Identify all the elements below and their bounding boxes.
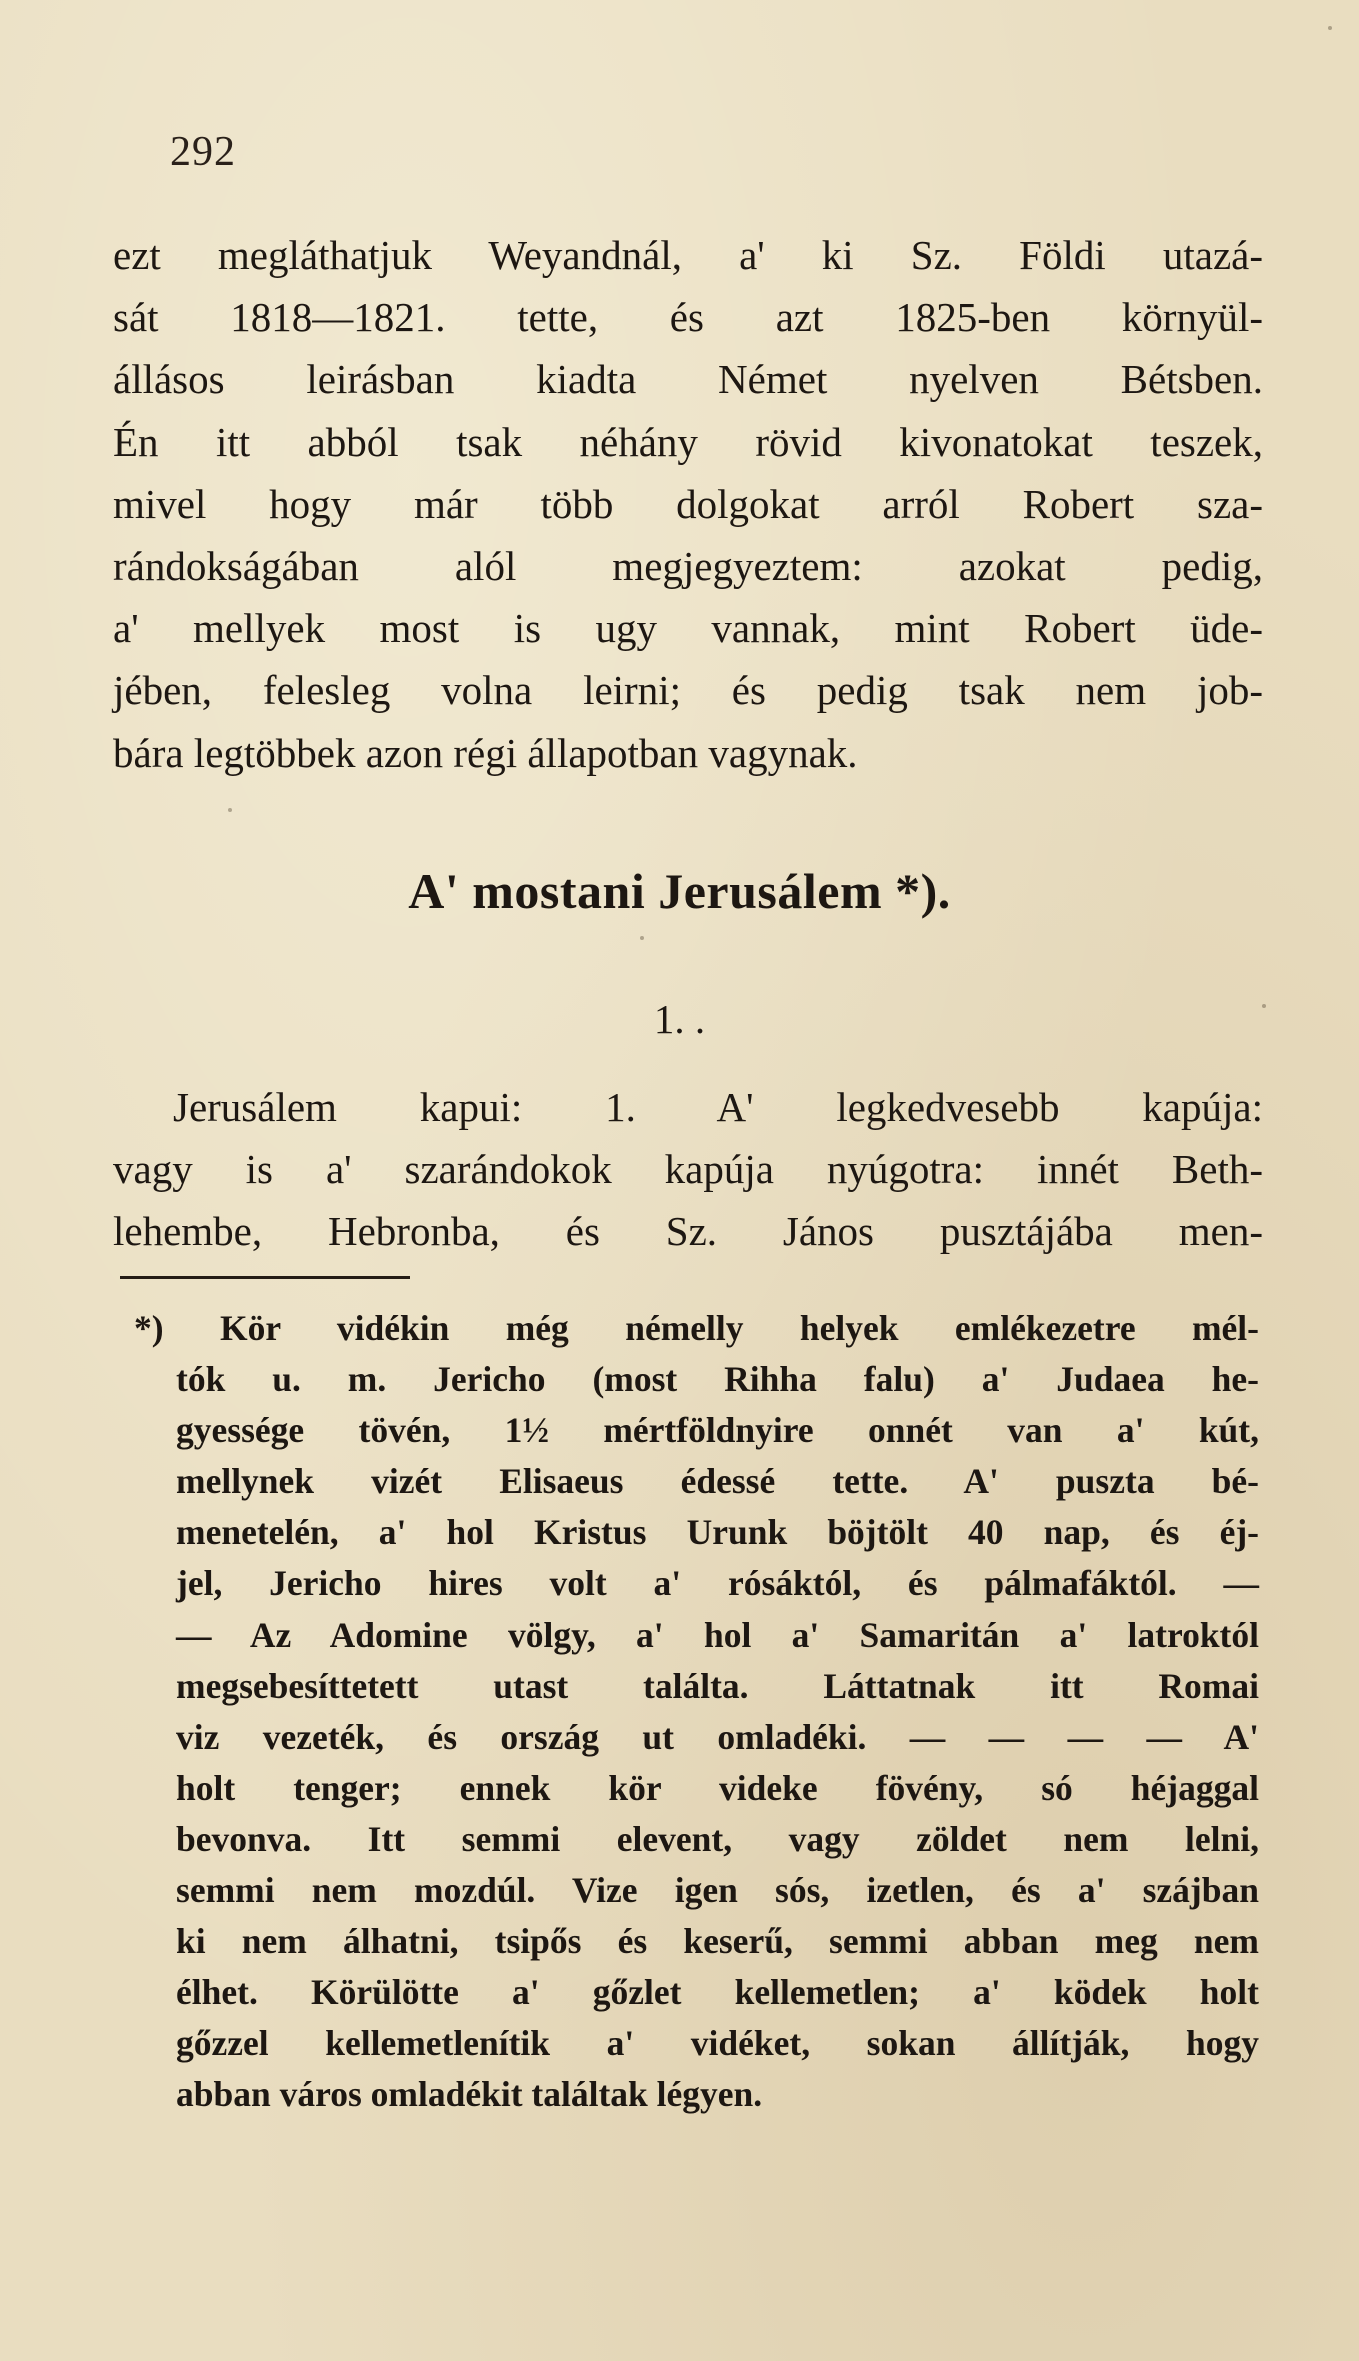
footnote-line: — Az Adomine völgy, a' hol a' Samaritán a' latroktól xyxy=(176,1614,1259,1655)
main-paragraph xyxy=(113,224,1263,784)
footnote-line: jel, Jericho hires volt a' rósáktól, és pálmafáktól. — xyxy=(176,1563,1259,1604)
section-heading: A' mostani Jerusálem *). xyxy=(408,863,951,919)
footnote-line: semmi nem mozdúl. Vize igen sós, izetlen, és a' szájban xyxy=(176,1870,1259,1911)
footnote-line: tók u. m. Jericho (most Rihha falu) a' Judaea he- xyxy=(176,1359,1259,1400)
section-paragraph xyxy=(113,1076,1263,1263)
footnote-line: megsebesíttetett utast találta. Láttatnak itt Romai xyxy=(176,1665,1259,1706)
footnote-line: menetelén, a' hol Kristus Urunk böjtölt 40 nap, és éj- xyxy=(176,1512,1259,1553)
paper-speck xyxy=(1328,26,1332,30)
page-number: 292 xyxy=(170,129,236,175)
footnote-line: holt tenger; ennek kör videke fövény, só héjaggal xyxy=(176,1767,1259,1808)
paragraph-line: bára legtöbbek azon régi állapotban vagynak. xyxy=(113,729,858,776)
footnote-line: abban város omladékit találtak légyen. xyxy=(176,2074,763,2115)
footnote-line: viz vezeték, és ország ut omladéki. — — — — A' xyxy=(176,1716,1259,1757)
footnote-divider xyxy=(120,1276,410,1279)
footnote-line: bevonva. Itt semmi elevent, vagy zöldet nem lelni, xyxy=(176,1818,1259,1859)
footnote-line: ki nem álhatni, tsipős és keserű, semmi abban meg nem xyxy=(176,1921,1259,1962)
footnote-line: mellynek vizét Elisaeus édessé tette. A' puszta bé- xyxy=(176,1461,1259,1502)
paragraph-line: rándokságában alól megjegyeztem: azokat pedig, xyxy=(113,542,1263,589)
paragraph-line: állásos leirásban kiadta Német nyelven Bétsben. xyxy=(113,356,1263,403)
section-line: lehembe, Hebronba, és Sz. János pusztájába men- xyxy=(113,1208,1263,1255)
footnote-line: élhet. Körülötte a' gőzlet kellemetlen; a' ködek holt xyxy=(176,1972,1259,2013)
section-line: vagy is a' szarándokok kapúja nyúgotra: innét Beth- xyxy=(113,1146,1263,1193)
section-number: 1. . xyxy=(653,996,706,1042)
section-line: Jerusálem kapui: 1. A' legkedvesebb kapúja: xyxy=(173,1084,1263,1130)
paragraph-line: ezt megláthatjuk Weyandnál, a' ki Sz. Földi utazá- xyxy=(113,232,1263,278)
paragraph-line: sát 1818—1821. tette, és azt 1825-ben környül- xyxy=(113,294,1263,341)
footnote-line: *) Kör vidékin még némelly helyek emlékezetre mél- xyxy=(134,1308,1259,1348)
paper-speck xyxy=(1262,1004,1266,1008)
paper-speck xyxy=(228,808,232,812)
paragraph-line: mivel hogy már több dolgokat arról Robert sza- xyxy=(113,480,1263,527)
paragraph-line: a' mellyek most is ugy vannak, mint Robert üde- xyxy=(113,605,1263,652)
footnote-line: gőzzel kellemetlenítik a' vidéket, sokan állítják, hogy xyxy=(176,2023,1259,2064)
paragraph-line: Én itt abból tsak néhány rövid kivonatokat teszek, xyxy=(113,418,1263,465)
paragraph-line: jében, felesleg volna leirni; és pedig tsak nem job- xyxy=(113,667,1263,714)
footnote xyxy=(134,1303,1259,2121)
footnote-line: gyessége tövén, 1½ mértföldnyire onnét van a' kút, xyxy=(176,1410,1259,1451)
paper-speck xyxy=(640,936,644,940)
